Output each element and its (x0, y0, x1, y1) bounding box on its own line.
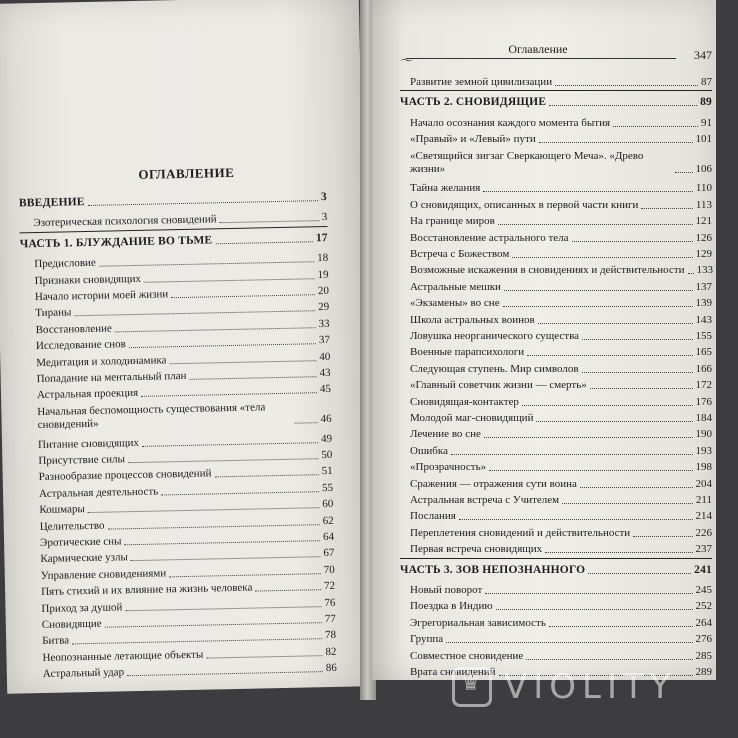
toc-page-number: 17 (315, 231, 328, 244)
toc-entry (410, 379, 712, 392)
toc-entry-title: Переплетения сновидений и действительности (410, 526, 631, 539)
toc-page-number: 176 (695, 395, 712, 408)
toc-entry (410, 199, 712, 212)
toc-entry-title: Лечение во сне (410, 428, 481, 441)
leader-dots (459, 519, 693, 520)
toc-entry-title: Группа (410, 633, 444, 646)
section-rule (400, 90, 712, 91)
toc-entry (38, 432, 332, 451)
toc-page-number: 62 (322, 514, 334, 527)
toc-entry-title: Астральная встреча с Учителем (410, 494, 560, 506)
toc-entry-title: Астральный удар (42, 666, 125, 681)
toc-entry-title: ЧАСТЬ 2. СНОВИДЯЩИЕ (400, 96, 547, 109)
leader-dots (141, 393, 317, 398)
toc-entry (410, 527, 712, 540)
toc-page-number: 172 (695, 379, 712, 392)
leader-dots (169, 573, 321, 577)
toc-entry (36, 334, 330, 353)
leader-dots (255, 589, 321, 591)
toc-entry (36, 351, 330, 370)
leader-dots (675, 172, 693, 173)
toc-entry-title: Следующая ступень. Мир символов (410, 362, 579, 375)
toc-page-number: 165 (695, 346, 712, 359)
toc-page-number: 137 (695, 280, 712, 293)
toc-entry-title: Эротические сны (39, 535, 122, 550)
leader-dots (555, 85, 698, 86)
toc-page-number: 45 (319, 383, 332, 396)
leader-dots (170, 360, 317, 364)
toc-entry (410, 445, 712, 458)
toc-part-heading (19, 191, 327, 210)
toc-page-number: 51 (321, 465, 333, 478)
toc-page-number: 129 (695, 248, 712, 260)
leader-dots (498, 224, 693, 225)
toc-entry-title: Медитация и холодинамика (36, 353, 167, 369)
toc-page-number: 155 (695, 330, 712, 342)
running-head (400, 42, 716, 68)
leader-dots (641, 208, 693, 209)
toc-page-number: 113 (695, 198, 712, 211)
toc-entry (410, 150, 712, 176)
toc-title: ОГЛАВЛЕНИЕ (138, 164, 235, 182)
leader-dots (688, 273, 694, 274)
toc-entry (410, 461, 712, 474)
toc-entry-title: Первая встреча сновидящих (410, 543, 543, 556)
leader-dots (526, 659, 692, 660)
toc-entry (42, 629, 336, 648)
toc-page-number: 204 (695, 477, 712, 490)
toc-entry-title: Совместное сновидение (410, 649, 524, 662)
toc-page-number: 20 (317, 284, 330, 298)
toc-entry-title: Попадание на ментальный план (36, 369, 187, 386)
leader-dots (105, 622, 322, 628)
leader-dots (144, 278, 315, 283)
ornament-icon: 〜 (400, 53, 414, 68)
toc-entry-title: Ловушка неорганического существа (410, 330, 580, 342)
toc-entry (34, 269, 328, 288)
toc-page-number: 214 (695, 510, 712, 523)
toc-entry (34, 252, 328, 271)
leader-dots (88, 507, 320, 513)
toc-entry (410, 363, 712, 376)
toc-entry (410, 297, 712, 310)
section-rule (400, 558, 712, 559)
toc-entry (410, 600, 712, 613)
leader-dots (295, 422, 318, 423)
toc-entry-title: Военные парапсихологи (410, 346, 525, 359)
leader-dots (125, 540, 321, 545)
toc-page-number: 46 (320, 412, 332, 425)
leader-dots (99, 261, 314, 267)
leader-dots (538, 323, 693, 324)
toc-entry (410, 584, 712, 597)
toc-entry (410, 346, 712, 359)
toc-page-number: 264 (695, 616, 712, 629)
leader-dots (504, 290, 693, 291)
toc-entry-title: Сражения — отражения сути воина (410, 477, 577, 490)
toc-page-number: 211 (695, 494, 712, 506)
left-page (0, 0, 373, 694)
toc-entry (43, 662, 337, 681)
toc-entry (35, 285, 329, 304)
leader-dots (206, 655, 322, 658)
leader-dots (582, 339, 692, 340)
leader-dots (131, 557, 321, 562)
toc-entry (410, 510, 712, 523)
running-title: Оглавление (508, 42, 568, 56)
leader-dots (125, 606, 321, 611)
toc-entry-title: «Прозрачность» (410, 461, 487, 474)
toc-page-number: 50 (321, 448, 333, 462)
toc-entry (37, 400, 331, 432)
toc-entry-title: Астральная деятельность (38, 485, 159, 500)
leader-dots (512, 257, 692, 258)
toc-page-number: 72 (323, 580, 336, 593)
toc-page-number: 33 (318, 317, 330, 330)
toc-part-heading (400, 96, 712, 109)
toc-entry-title: Начало истории моей жизни (34, 288, 169, 304)
leader-dots (215, 241, 313, 244)
leader-dots (496, 609, 693, 610)
toc-page-number: 82 (325, 645, 337, 658)
toc-entry-title: Исследование снов (35, 338, 126, 353)
toc-entry-title: Тираны (35, 306, 72, 320)
toc-page-number: 190 (695, 428, 712, 441)
toc-page-number: 289 (695, 666, 712, 678)
toc-entry-title: Молодой маг-сновидящий (410, 412, 534, 424)
toc-entry (410, 117, 712, 130)
toc-entry-title: Приход за душой (41, 600, 123, 615)
toc-entry (410, 76, 712, 89)
leader-dots (527, 355, 692, 356)
crown-icon (452, 667, 492, 707)
toc-entry (410, 412, 712, 425)
toc-entry (410, 330, 712, 343)
toc-entry-title: Начало осознания каждого момента бытия (410, 116, 611, 129)
toc-entry-title: Присутствие силы (38, 453, 126, 468)
header-rule (406, 58, 676, 59)
toc-page-number: 78 (324, 629, 337, 642)
toc-entry-title: Тайна желания (410, 182, 481, 195)
toc-page-number: 198 (695, 461, 712, 474)
toc-entry (36, 318, 330, 337)
toc-entry (42, 613, 336, 632)
leader-dots (214, 475, 318, 478)
toc-page-number: 166 (695, 362, 712, 375)
toc-entry (40, 531, 334, 550)
toc-entry (410, 494, 712, 507)
toc-entry (41, 596, 335, 615)
toc-page-number: 49 (320, 432, 333, 445)
toc-entry (410, 232, 712, 245)
toc-page-number: 252 (695, 600, 712, 613)
toc-entry-title: Пять стихий и их влияние на жизнь человека (41, 581, 253, 599)
toc-entry-title: Поездка в Индию (410, 600, 493, 613)
toc-page-number: 18 (317, 252, 329, 265)
toc-entry (39, 482, 333, 501)
leader-dots (446, 642, 692, 643)
toc-page-number: 126 (695, 231, 712, 244)
toc-entry (37, 367, 331, 386)
toc-entry-title: «Экзамены» во сне (410, 297, 500, 310)
toc-entry (38, 449, 332, 468)
toc-page-number: 139 (695, 297, 712, 310)
toc-page-number: 101 (695, 133, 712, 146)
toc-page-number: 3 (321, 211, 328, 224)
toc-entry-title: Послания (410, 510, 456, 523)
toc-entry (410, 396, 712, 409)
toc-entry (37, 383, 331, 402)
toc-entry (40, 514, 334, 533)
toc-entry-title: Битва (42, 634, 70, 648)
toc-page-number: 70 (323, 563, 335, 576)
toc-entry-title: Астральные мешки (410, 280, 501, 293)
toc-entry-title: Эзотерическая психология сновидений (33, 213, 217, 230)
toc-entry (410, 215, 712, 228)
toc-entry (410, 133, 712, 146)
leader-dots (108, 524, 320, 529)
toc-page-number: 87 (701, 76, 712, 88)
right-page (372, 0, 716, 680)
leader-dots (572, 241, 693, 242)
toc-entry-title: «Светящийся зигзаг Сверкающего Меча». «Древо жизни» (410, 149, 644, 175)
toc-entry (410, 633, 712, 646)
toc-entry (42, 646, 336, 665)
leader-dots (582, 372, 693, 373)
toc-entry-title: Новый поворот (410, 584, 483, 596)
toc-entry-title: Возможные искажения в сновидениях и действительности (410, 264, 685, 277)
leader-dots (539, 142, 693, 143)
toc-entry-title: «Правый» и «Левый» пути (410, 133, 536, 146)
toc-entry-title: Астральная проекция (36, 387, 139, 402)
toc-page-number: 276 (695, 633, 712, 646)
toc-page-number: 19 (317, 268, 329, 281)
leader-dots (72, 639, 322, 645)
toc-entry-title: Управление сновидениями (40, 567, 167, 582)
leader-dots (590, 388, 693, 389)
toc-entry-title: Целительство (39, 519, 105, 533)
watermark (452, 662, 732, 712)
toc-entry (40, 547, 334, 566)
toc-page-number: 237 (695, 543, 712, 556)
leader-dots (613, 126, 698, 127)
leader-dots (545, 552, 692, 553)
toc-entry (41, 580, 335, 599)
toc-page-number: 43 (319, 366, 331, 380)
toc-page-number: 37 (318, 334, 331, 347)
toc-entry-title: ВВЕДЕНИЕ (18, 196, 85, 210)
watermark-text: VIOLITY (504, 667, 677, 707)
toc-entry-title: Врата сновидений (410, 666, 496, 678)
toc-page-number: 67 (323, 547, 335, 560)
toc-entry-title: Кармические узлы (40, 551, 128, 566)
toc-page-number: 245 (695, 584, 712, 596)
leader-dots (536, 421, 692, 422)
toc-page-number: 29 (318, 301, 330, 314)
page-number: 347 (694, 48, 712, 62)
leader-dots (588, 573, 691, 574)
toc-entry (39, 498, 333, 517)
leader-dots (128, 458, 318, 463)
toc-entry (410, 182, 712, 195)
toc-entry-title: Признаки сновидящих (34, 272, 142, 287)
toc-entry-title: Ошибка (410, 444, 448, 457)
toc-entry-title: Неопознанные летающие объекты (42, 648, 204, 664)
toc-page-number: 3 (320, 190, 328, 204)
toc-entry (410, 478, 712, 491)
toc-entry-title: Кошмары (39, 503, 85, 517)
toc-page-number: 106 (695, 162, 712, 175)
toc-page-number: 64 (322, 530, 335, 544)
toc-entry (35, 301, 329, 320)
toc-entry-title: Школа астральных воинов (410, 313, 535, 326)
toc-entry (410, 264, 712, 277)
toc-entry-title: Развитие земной цивилизации (410, 76, 553, 88)
toc-entry (410, 281, 712, 294)
toc-page-number: 40 (319, 350, 331, 363)
toc-entry-title: Встреча с Божеством (410, 248, 510, 260)
toc-entry-title: Восстановление (35, 322, 112, 336)
toc-page-number: 55 (321, 481, 334, 494)
toc-page-number: 184 (695, 412, 712, 424)
toc-entry (410, 543, 712, 556)
toc-entry (410, 314, 712, 327)
leader-dots (562, 503, 693, 504)
leader-dots (549, 105, 697, 106)
toc-page-number: 89 (700, 96, 712, 109)
toc-entry (410, 428, 712, 441)
toc-page-number: 285 (695, 649, 712, 662)
toc-entry (41, 564, 335, 583)
leader-dots (489, 470, 692, 471)
toc-entry-title: ЧАСТЬ 3. ЗОВ НЕПОЗНАННОГО (400, 563, 586, 576)
leader-dots (503, 306, 693, 307)
toc-entry-title: На границе миров (410, 215, 495, 228)
leader-dots (549, 626, 693, 627)
toc-entry-title: Разнообразие процессов сновидений (38, 467, 212, 484)
toc-part-heading (20, 232, 328, 251)
leader-dots (88, 200, 318, 206)
toc-page-number: 133 (696, 264, 714, 277)
toc-page-number: 110 (695, 182, 712, 195)
toc-page-number: 143 (695, 313, 712, 326)
toc-entry-title: ЧАСТЬ 1. БЛУЖДАНИЕ ВО ТЬМЕ (19, 234, 213, 251)
leader-dots (171, 294, 315, 298)
leader-dots (127, 671, 323, 676)
leader-dots (129, 343, 316, 348)
leader-dots (220, 221, 319, 224)
toc-page-number: 76 (324, 596, 336, 609)
toc-page-number: 241 (694, 563, 712, 576)
leader-dots (580, 487, 693, 488)
toc-entry-title: Питание сновидящих (37, 436, 140, 451)
leader-dots (633, 536, 692, 537)
toc-part-heading (400, 564, 712, 577)
toc-entry-title: Восстановление астрального тела (410, 231, 569, 244)
toc-page-number: 91 (701, 116, 712, 129)
toc-entry (410, 248, 712, 261)
toc-entry-title: О сновидящих, описанных в первой части книги (410, 198, 639, 211)
toc-entry-title: Сновидящая-контактер (410, 395, 519, 408)
toc-page-number: 226 (695, 526, 712, 539)
toc-entry (39, 465, 333, 484)
leader-dots (190, 376, 317, 380)
toc-entry-title: «Главный советчик жизни — смерть» (410, 379, 587, 392)
toc-page-number: 121 (695, 215, 712, 228)
leader-dots (451, 454, 693, 455)
toc-entry-title: Предисловие (34, 256, 96, 271)
toc-entry-title: Эгрегориальная зависимость (410, 616, 546, 629)
leader-dots (522, 405, 693, 406)
toc-entry-title: Начальная беспомощность существования «тела сновидений» (37, 401, 266, 431)
leader-dots (115, 327, 316, 332)
leader-dots (161, 491, 319, 495)
leader-dots (484, 437, 693, 438)
toc-entry-title: Сновидящие (41, 617, 102, 632)
toc-entry (410, 650, 712, 663)
leader-dots (483, 191, 693, 192)
leader-dots (485, 593, 692, 594)
leader-dots (74, 311, 315, 317)
toc-page-number: 86 (325, 662, 337, 675)
toc-page-number: 193 (695, 444, 712, 457)
leader-dots (142, 442, 318, 447)
toc-page-number: 77 (324, 612, 336, 626)
toc-entry (410, 617, 712, 630)
toc-page-number: 60 (322, 498, 334, 511)
